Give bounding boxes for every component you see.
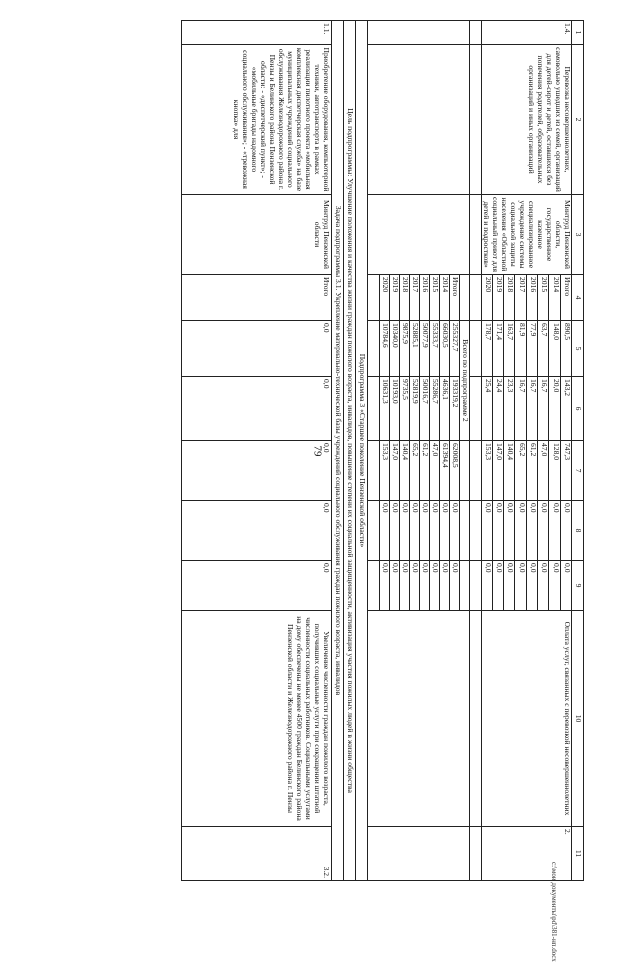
value-cell: 143,2 bbox=[560, 377, 571, 441]
row-number: 1.4. bbox=[481, 21, 572, 45]
program-table bbox=[181, 20, 584, 881]
value-cell: 0,0 bbox=[409, 501, 419, 561]
value-cell: 147,0 bbox=[389, 441, 399, 501]
subprogram-title: Подпрограмма 3 «Старшее поколение Пензенской области» bbox=[355, 21, 367, 881]
result-cell: Оплата услуг, связанных с перевозкой несовершеннолетних bbox=[481, 611, 572, 827]
col-header: 2 bbox=[572, 45, 584, 195]
value-cell: 0,0 bbox=[181, 501, 331, 561]
value-cell: 0,0 bbox=[560, 561, 571, 611]
value-cell: 10193,0 bbox=[389, 377, 399, 441]
col-header: 7 bbox=[572, 441, 584, 501]
year-cell: 2019 bbox=[492, 275, 503, 321]
year-cell: 2020 bbox=[481, 275, 492, 321]
year-cell: 2015 bbox=[429, 275, 439, 321]
value-cell: 0,0 bbox=[419, 561, 429, 611]
year-cell: Итого bbox=[560, 275, 571, 321]
year-cell: 2015 bbox=[538, 275, 549, 321]
value-cell: 0,0 bbox=[504, 561, 515, 611]
value-cell: 52819,9 bbox=[409, 377, 419, 441]
executor-cell: Минтруд Пензенской области bbox=[181, 195, 331, 275]
subprogram-task-row bbox=[331, 21, 343, 881]
value-cell: 61,2 bbox=[419, 441, 429, 501]
value-cell: 23,3 bbox=[504, 377, 515, 441]
value-cell: 0,0 bbox=[181, 377, 331, 441]
value-cell: 16,7 bbox=[538, 377, 549, 441]
value-cell: 0,0 bbox=[439, 501, 449, 561]
result-cell: Увеличение численности граждан пожилого возраста, получивших социальные услуги при сокращении штатной численности социальных работников. Социальными услугами на дому обеспечены не менее 4500 граждан Белинского района Пензенской области и Железнодорожного района г. Пензы bbox=[181, 611, 331, 827]
col-header: 6 bbox=[572, 377, 584, 441]
value-cell: 0,0 bbox=[181, 321, 331, 377]
value-cell: 66030,5 bbox=[439, 321, 449, 377]
value-cell: 55286,7 bbox=[429, 377, 439, 441]
value-cell: 747,3 bbox=[560, 441, 571, 501]
value-cell: 0,0 bbox=[409, 561, 419, 611]
value-cell: 0,0 bbox=[481, 561, 492, 611]
value-cell: 128,0 bbox=[549, 441, 560, 501]
value-cell: 0,0 bbox=[389, 561, 399, 611]
value-cell: 0,0 bbox=[492, 561, 503, 611]
subprogram-task: Задача подпрограммы 3.1. Укрепление материально-технической базы учреждений социального обслуживания граждан пожилого возраста, инвалидов bbox=[331, 21, 343, 881]
value-cell: 0,0 bbox=[389, 501, 399, 561]
value-cell: 25,4 bbox=[481, 377, 492, 441]
value-cell: 178,7 bbox=[481, 321, 492, 377]
value-cell: 140,4 bbox=[399, 441, 409, 501]
subprogram-goal-row bbox=[343, 21, 355, 881]
year-cell: Итого bbox=[181, 275, 331, 321]
value-cell: 81,9 bbox=[515, 321, 526, 377]
value-cell: 4636,1 bbox=[439, 377, 449, 441]
value-cell: 0,0 bbox=[181, 561, 331, 611]
value-cell: 0,0 bbox=[449, 561, 459, 611]
value-cell: 0,0 bbox=[515, 501, 526, 561]
value-cell: 77,9 bbox=[526, 321, 537, 377]
value-cell: 24,4 bbox=[492, 377, 503, 441]
value-cell: 0,0 bbox=[481, 501, 492, 561]
activity-description: Перевозка несовершеннолетних, самовольно ушедших из семей, организаций для детей-сирот и детей, оставшихся без попечения родителей, образовательных организаций и иных организаций bbox=[481, 45, 572, 195]
year-cell: 2014 bbox=[549, 275, 560, 321]
rotated-table-sheet bbox=[44, 20, 584, 880]
value-cell: 0,0 bbox=[439, 561, 449, 611]
total-label-row bbox=[459, 21, 469, 881]
col-header: 10 bbox=[572, 611, 584, 827]
value-cell: 0,0 bbox=[538, 561, 549, 611]
value-cell: 0,0 bbox=[429, 561, 439, 611]
spacer-row bbox=[469, 21, 481, 881]
value-cell: 10340,0 bbox=[389, 321, 399, 377]
col-header: 4 bbox=[572, 275, 584, 321]
value-cell: 61394,4 bbox=[439, 441, 449, 501]
col-header: 11 bbox=[572, 827, 584, 881]
year-cell: 2016 bbox=[526, 275, 537, 321]
value-cell: 65,2 bbox=[515, 441, 526, 501]
value-cell: 0,0 bbox=[526, 501, 537, 561]
year-cell: 2017 bbox=[409, 275, 419, 321]
value-cell: 153,3 bbox=[481, 441, 492, 501]
page-number: 79 bbox=[311, 445, 324, 457]
subprogram-title-row bbox=[355, 21, 367, 881]
value-cell: 0,0 bbox=[379, 561, 389, 611]
col-header: 5 bbox=[572, 321, 584, 377]
indicator-cell: 2. bbox=[481, 827, 572, 881]
value-cell: 0,0 bbox=[504, 501, 515, 561]
year-cell: 2017 bbox=[515, 275, 526, 321]
header-row bbox=[572, 21, 584, 881]
value-cell: 0,0 bbox=[526, 561, 537, 611]
value-cell: 10631,3 bbox=[379, 377, 389, 441]
value-cell: 153,3 bbox=[379, 441, 389, 501]
value-cell: 0,0 bbox=[399, 561, 409, 611]
value-cell: 163,7 bbox=[504, 321, 515, 377]
value-cell: 9735,5 bbox=[399, 377, 409, 441]
row-number: 1.1. bbox=[181, 21, 331, 45]
total-label: Всего по подпрограмме 2 bbox=[459, 321, 469, 441]
value-cell: 0,0 bbox=[399, 501, 409, 561]
value-cell: 0,0 bbox=[181, 441, 331, 501]
value-cell: 0,0 bbox=[515, 561, 526, 611]
year-cell: 2020 bbox=[379, 275, 389, 321]
value-cell: 47,0 bbox=[429, 441, 439, 501]
value-cell: 0,0 bbox=[560, 501, 571, 561]
value-cell: 61,2 bbox=[526, 441, 537, 501]
value-cell: 55333,7 bbox=[429, 321, 439, 377]
value-cell: 16,7 bbox=[526, 377, 537, 441]
footer-file-path: c:\мои документы\pd\381-нп.docx bbox=[550, 862, 558, 962]
value-cell: 50077,9 bbox=[419, 321, 429, 377]
value-cell: 148,0 bbox=[549, 321, 560, 377]
table-row bbox=[181, 21, 331, 881]
value-cell: 47,0 bbox=[538, 441, 549, 501]
col-header: 9 bbox=[572, 561, 584, 611]
value-cell: 255327,7 bbox=[449, 321, 459, 377]
year-cell: 2016 bbox=[419, 275, 429, 321]
value-cell: 63,7 bbox=[538, 321, 549, 377]
value-cell: 9875,9 bbox=[399, 321, 409, 377]
value-cell: 62008,5 bbox=[449, 441, 459, 501]
year-cell: 2019 bbox=[389, 275, 399, 321]
year-cell: 2018 bbox=[504, 275, 515, 321]
value-cell: 50016,7 bbox=[419, 377, 429, 441]
year-cell: Итого bbox=[449, 275, 459, 321]
col-header: 1 bbox=[572, 21, 584, 45]
activity-description: Приобретение оборудования, компьютерной техники, автотранспорта в рамках реализации пилотного проекта «мобильная комплексная диспетчерская служба» на базе муниципальных учреждений социального обслуживания Железнодорожного района г. Пензы и Белинского района Пензенской области: - «диспетчерский пункт»; - «мобильные бригады надомного социального обслуживания»; - «тревожная кнопка» для bbox=[181, 45, 331, 195]
value-cell: 0,0 bbox=[492, 501, 503, 561]
value-cell: 193319,2 bbox=[449, 377, 459, 441]
year-cell: 2018 bbox=[399, 275, 409, 321]
value-cell: 52885,1 bbox=[409, 321, 419, 377]
value-cell: 0,0 bbox=[549, 501, 560, 561]
value-cell: 0,0 bbox=[449, 501, 459, 561]
value-cell: 140,4 bbox=[504, 441, 515, 501]
value-cell: 0,0 bbox=[429, 501, 439, 561]
value-cell: 147,0 bbox=[492, 441, 503, 501]
year-cell: 2014 bbox=[439, 275, 449, 321]
indicator-cell: 3.2. bbox=[181, 827, 331, 881]
value-cell: 20,0 bbox=[549, 377, 560, 441]
value-cell: 65,2 bbox=[409, 441, 419, 501]
col-header: 8 bbox=[572, 501, 584, 561]
executor-cell: Минтруд Пензенской области, государственное казенное специализированное учреждение системы социальной защиты населения «Областной социальный приют для детей и подростков» bbox=[481, 195, 572, 275]
col-header: 3 bbox=[572, 195, 584, 275]
table-row bbox=[560, 21, 571, 881]
value-cell: 0,0 bbox=[419, 501, 429, 561]
value-cell: 0,0 bbox=[379, 501, 389, 561]
value-cell: 10784,6 bbox=[379, 321, 389, 377]
value-cell: 16,7 bbox=[515, 377, 526, 441]
subprogram-goal: Цель подпрограммы: Улучшение положения и качества жизни граждан пожилого возраста, инвалидов, повышение степени их социальной защищенности, активизация участия пожилых людей в жизни общества bbox=[343, 21, 355, 881]
value-cell: 0,0 bbox=[549, 561, 560, 611]
value-cell: 890,5 bbox=[560, 321, 571, 377]
value-cell: 0,0 bbox=[538, 501, 549, 561]
value-cell: 171,4 bbox=[492, 321, 503, 377]
